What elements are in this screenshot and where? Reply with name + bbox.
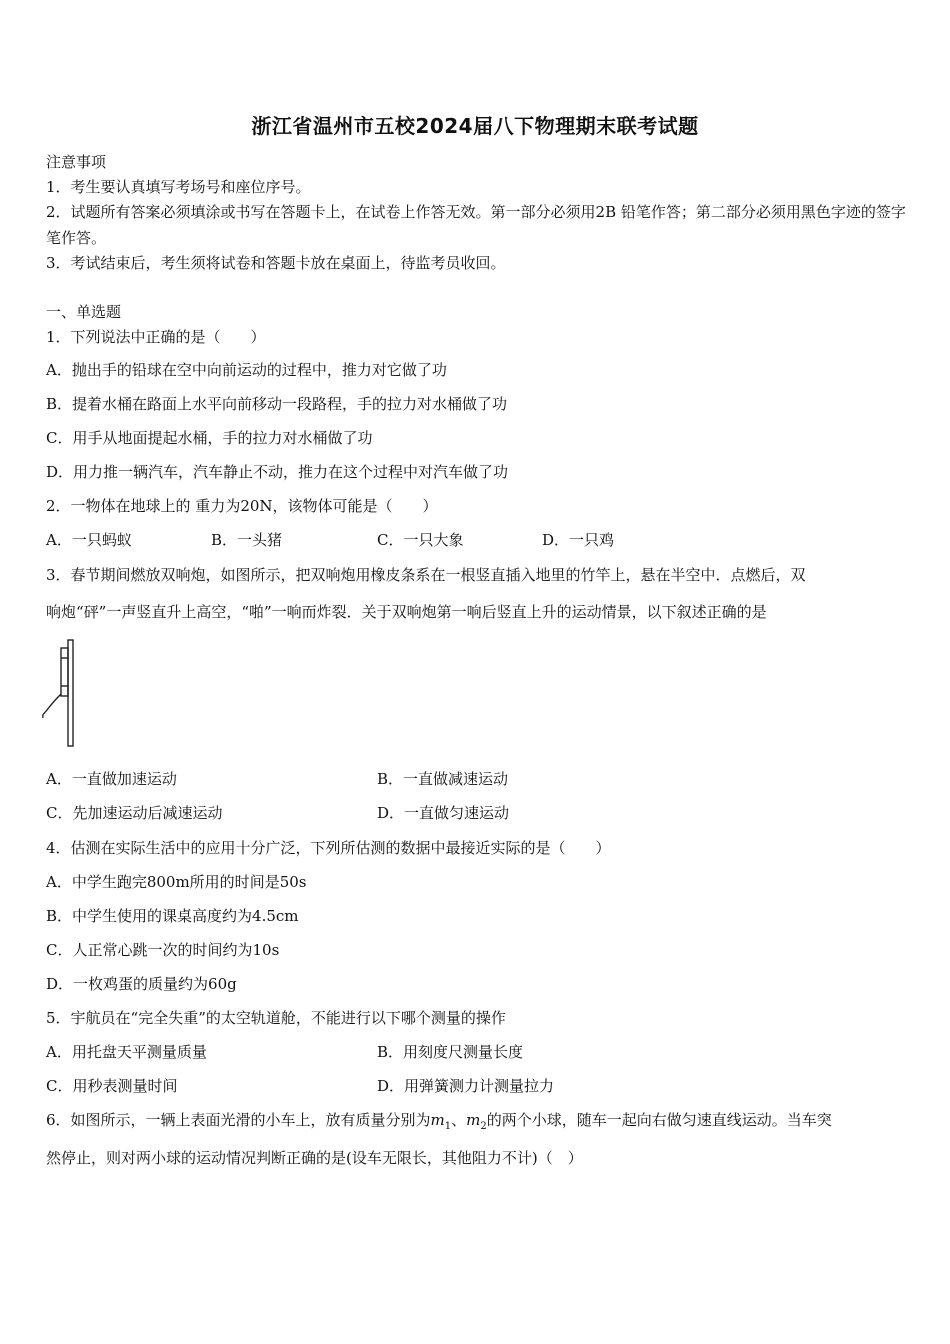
page-title: 浙江省温州市五校2024届八下物理期末联考试题	[251, 114, 699, 138]
q2-option-a: A．一只蚂蚁	[46, 531, 132, 549]
notice-item-3: 3．考试结束后，考生须将试卷和答题卡放在桌面上，待监考员收回。	[46, 254, 506, 272]
firecracker	[61, 648, 68, 696]
q6-m1-subscript: 1	[444, 1121, 452, 1132]
q4-option-b: B．中学生使用的课桌高度约为4.5cm	[46, 907, 299, 925]
q6-stem-pre: 6．如图所示，一辆上表面光滑的小车上，放有质量分别为	[46, 1111, 431, 1129]
q3-stem-line1: 3．春节期间燃放双响炮，如图所示，把双响炮用橡皮条系在一根竖直插入地里的竹竿上，悬在半空中．点燃后，双	[46, 566, 806, 584]
q1-option-d: D．用力推一辆汽车，汽车静止不动，推力在这个过程中对汽车做了功	[46, 463, 509, 481]
q2-stem: 2．一物体在地球上的 重力为20N，该物体可能是（ ）	[46, 497, 438, 515]
q2-option-d: D．一只鸡	[542, 531, 615, 549]
q1-stem: 1．下列说法中正确的是（ ）	[46, 328, 266, 346]
q2-option-b: B．一头猪	[211, 531, 283, 549]
q5-option-d: D．用弹簧测力计测量拉力	[377, 1077, 555, 1095]
q1-option-c: C．用手从地面提起水桶，手的拉力对水桶做了功	[46, 429, 373, 447]
q6-m1-symbol: m	[430, 1111, 445, 1129]
q4-option-a: A．中学生跑完800m所用的时间是50s	[46, 873, 307, 891]
q6-separator: 、	[451, 1111, 467, 1129]
q6-m2-symbol: m	[466, 1111, 481, 1129]
q6-m2-subscript: 2	[480, 1121, 487, 1132]
q1-option-a: A．抛出手的铅球在空中向前运动的过程中，推力对它做了功	[46, 361, 447, 379]
q4-option-d: D．一枚鸡蛋的质量约为60g	[46, 975, 237, 993]
q1-option-b: B．提着水桶在路面上水平向前移动一段路程，手的拉力对水桶做了功	[46, 395, 508, 413]
firecracker-pole-figure	[38, 636, 82, 748]
fuse	[43, 694, 61, 718]
q4-option-c: C．人正常心跳一次的时间约为10s	[46, 941, 280, 959]
q3-option-d: D．一直做匀速运动	[377, 804, 510, 822]
q6-stem-line1	[46, 1110, 832, 1137]
q4-stem: 4．估测在实际生活中的应用十分广泛，下列所估测的数据中最接近实际的是（ ）	[46, 839, 611, 857]
notice-item-2: 2．试题所有答案必须填涂或书写在答题卡上，在试卷上作答无效。第一部分必须用2B 铅笔作答；第二部分必须用黑色字迹的签字笔作答。	[46, 203, 906, 247]
q6-stem-post: 的两个小球，随车一起向右做匀速直线运动。当车突	[486, 1111, 832, 1129]
q5-option-c: C．用秒表测量时间	[46, 1077, 178, 1095]
q3-option-a: A．一直做加速运动	[46, 770, 177, 788]
q2-option-c: C．一只大象	[377, 531, 464, 549]
q3-stem-line2: 响炮“砰”一声竖直升上高空，“啪”一响而炸裂．关于双响炮第一响后竖直上升的运动情景，以下叙述正确的是	[46, 603, 767, 621]
q3-option-c: C．先加速运动后减速运动	[46, 804, 223, 822]
q3-option-b: B．一直做减速运动	[377, 770, 509, 788]
q5-stem: 5．宇航员在“完全失重”的太空轨道舱，不能进行以下哪个测量的操作	[46, 1009, 506, 1027]
q6-stem-line2: 然停止，则对两小球的运动情况判断正确的是(设车无限长，其他阻力不计)（ ）	[46, 1149, 583, 1167]
q5-option-a: A．用托盘天平测量质量	[46, 1043, 207, 1061]
q5-option-b: B．用刻度尺测量长度	[377, 1043, 524, 1061]
bamboo-pole	[68, 640, 73, 746]
notice-heading: 注意事项	[46, 153, 107, 171]
notice-item-1: 1．考生要认真填写考场号和座位序号。	[46, 178, 311, 196]
section-heading: 一、单选题	[46, 303, 122, 321]
